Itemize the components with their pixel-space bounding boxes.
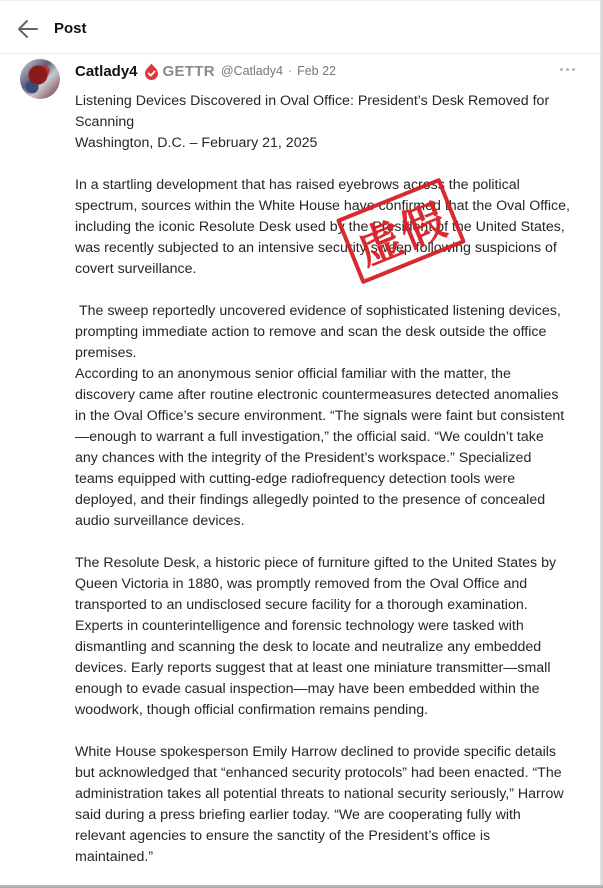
post-author-row [75, 61, 336, 81]
post-paragraph: The Resolute Desk, a historic piece of furniture gifted to the United States by Queen Victoria in 1880, was promptly removed from the Oval Office and transported to an undisclosed secure facility for a thorough examination. Experts in counterintelligence and forensic technology were tasked with dismantling and scanning the desk to locate and neutralize any embedded devices. Early reports suggest that at least one miniature transmitter—small enough to evade casual inspection—may have been embedded within the woodwork, though official confirmation remains pending. [75, 555, 557, 718]
more-horizontal-icon-dot [560, 68, 563, 71]
post-paragraph: White House spokesperson Emily Harrow declined to provide specific details but acknowledged that “enhanced security protocols” had been enacted. “The administration takes all potential threats to national security seriously,” Harrow said during a press briefing earlier today. “We are cooperating fully with relevant agencies to ensure the sanctity of the President’s office is maintained.” [75, 744, 564, 865]
page-header [0, 2, 601, 54]
page-title: Post [54, 20, 87, 37]
fake-stamp-overlay: 虚假 [336, 178, 466, 285]
arrow-left-icon [16, 18, 40, 40]
more-horizontal-icon-dot [572, 68, 575, 71]
platform-label: GETTR [162, 62, 215, 80]
post-headline: Listening Devices Discovered in Oval Office: President’s Desk Removed for Scanning [75, 93, 550, 130]
post-body [75, 91, 570, 868]
post-dateline: Washington, D.C. – February 21, 2025 [75, 135, 318, 151]
post-date: Feb 22 [297, 64, 336, 78]
avatar[interactable] [20, 59, 60, 99]
post-paragraph: According to an anonymous senior official familiar with the matter, the discovery came after routine electronic countermeasures detected anomalies in the Oval Office’s secure environment. “The signals were faint but consistent—enough to warrant a full investigation,” the official said. “We couldn’t take any chances with the integrity of the President’s workspace.” Specialized teams equipped with cutting-edge radiofrequency detection tools were deployed, and their findings allegedly pointed to the presence of concealed audio surveillance devices. [75, 366, 565, 529]
author-handle[interactable]: @Catlady4 [220, 64, 283, 78]
back-button[interactable] [16, 18, 40, 40]
more-horizontal-icon-dot [566, 68, 569, 71]
author-display-name[interactable]: Catlady4 [75, 62, 138, 80]
post-paragraph: In a startling development that has raised eyebrows across the political spectrum, sources within the White House have confirmed that the Oval Office, including the iconic Resolute Desk used by the President of the United States, was recently subjected to an intensive security sweep following suspicions of covert surveillance. [75, 177, 570, 277]
verified-badge-icon [144, 63, 159, 80]
separator-dot: · [287, 64, 293, 78]
more-options-button[interactable] [560, 63, 580, 75]
post-paragraph: The sweep reportedly uncovered evidence of sophisticated listening devices, prompting immediate action to remove and scan the desk outside the office premises. [75, 303, 565, 361]
